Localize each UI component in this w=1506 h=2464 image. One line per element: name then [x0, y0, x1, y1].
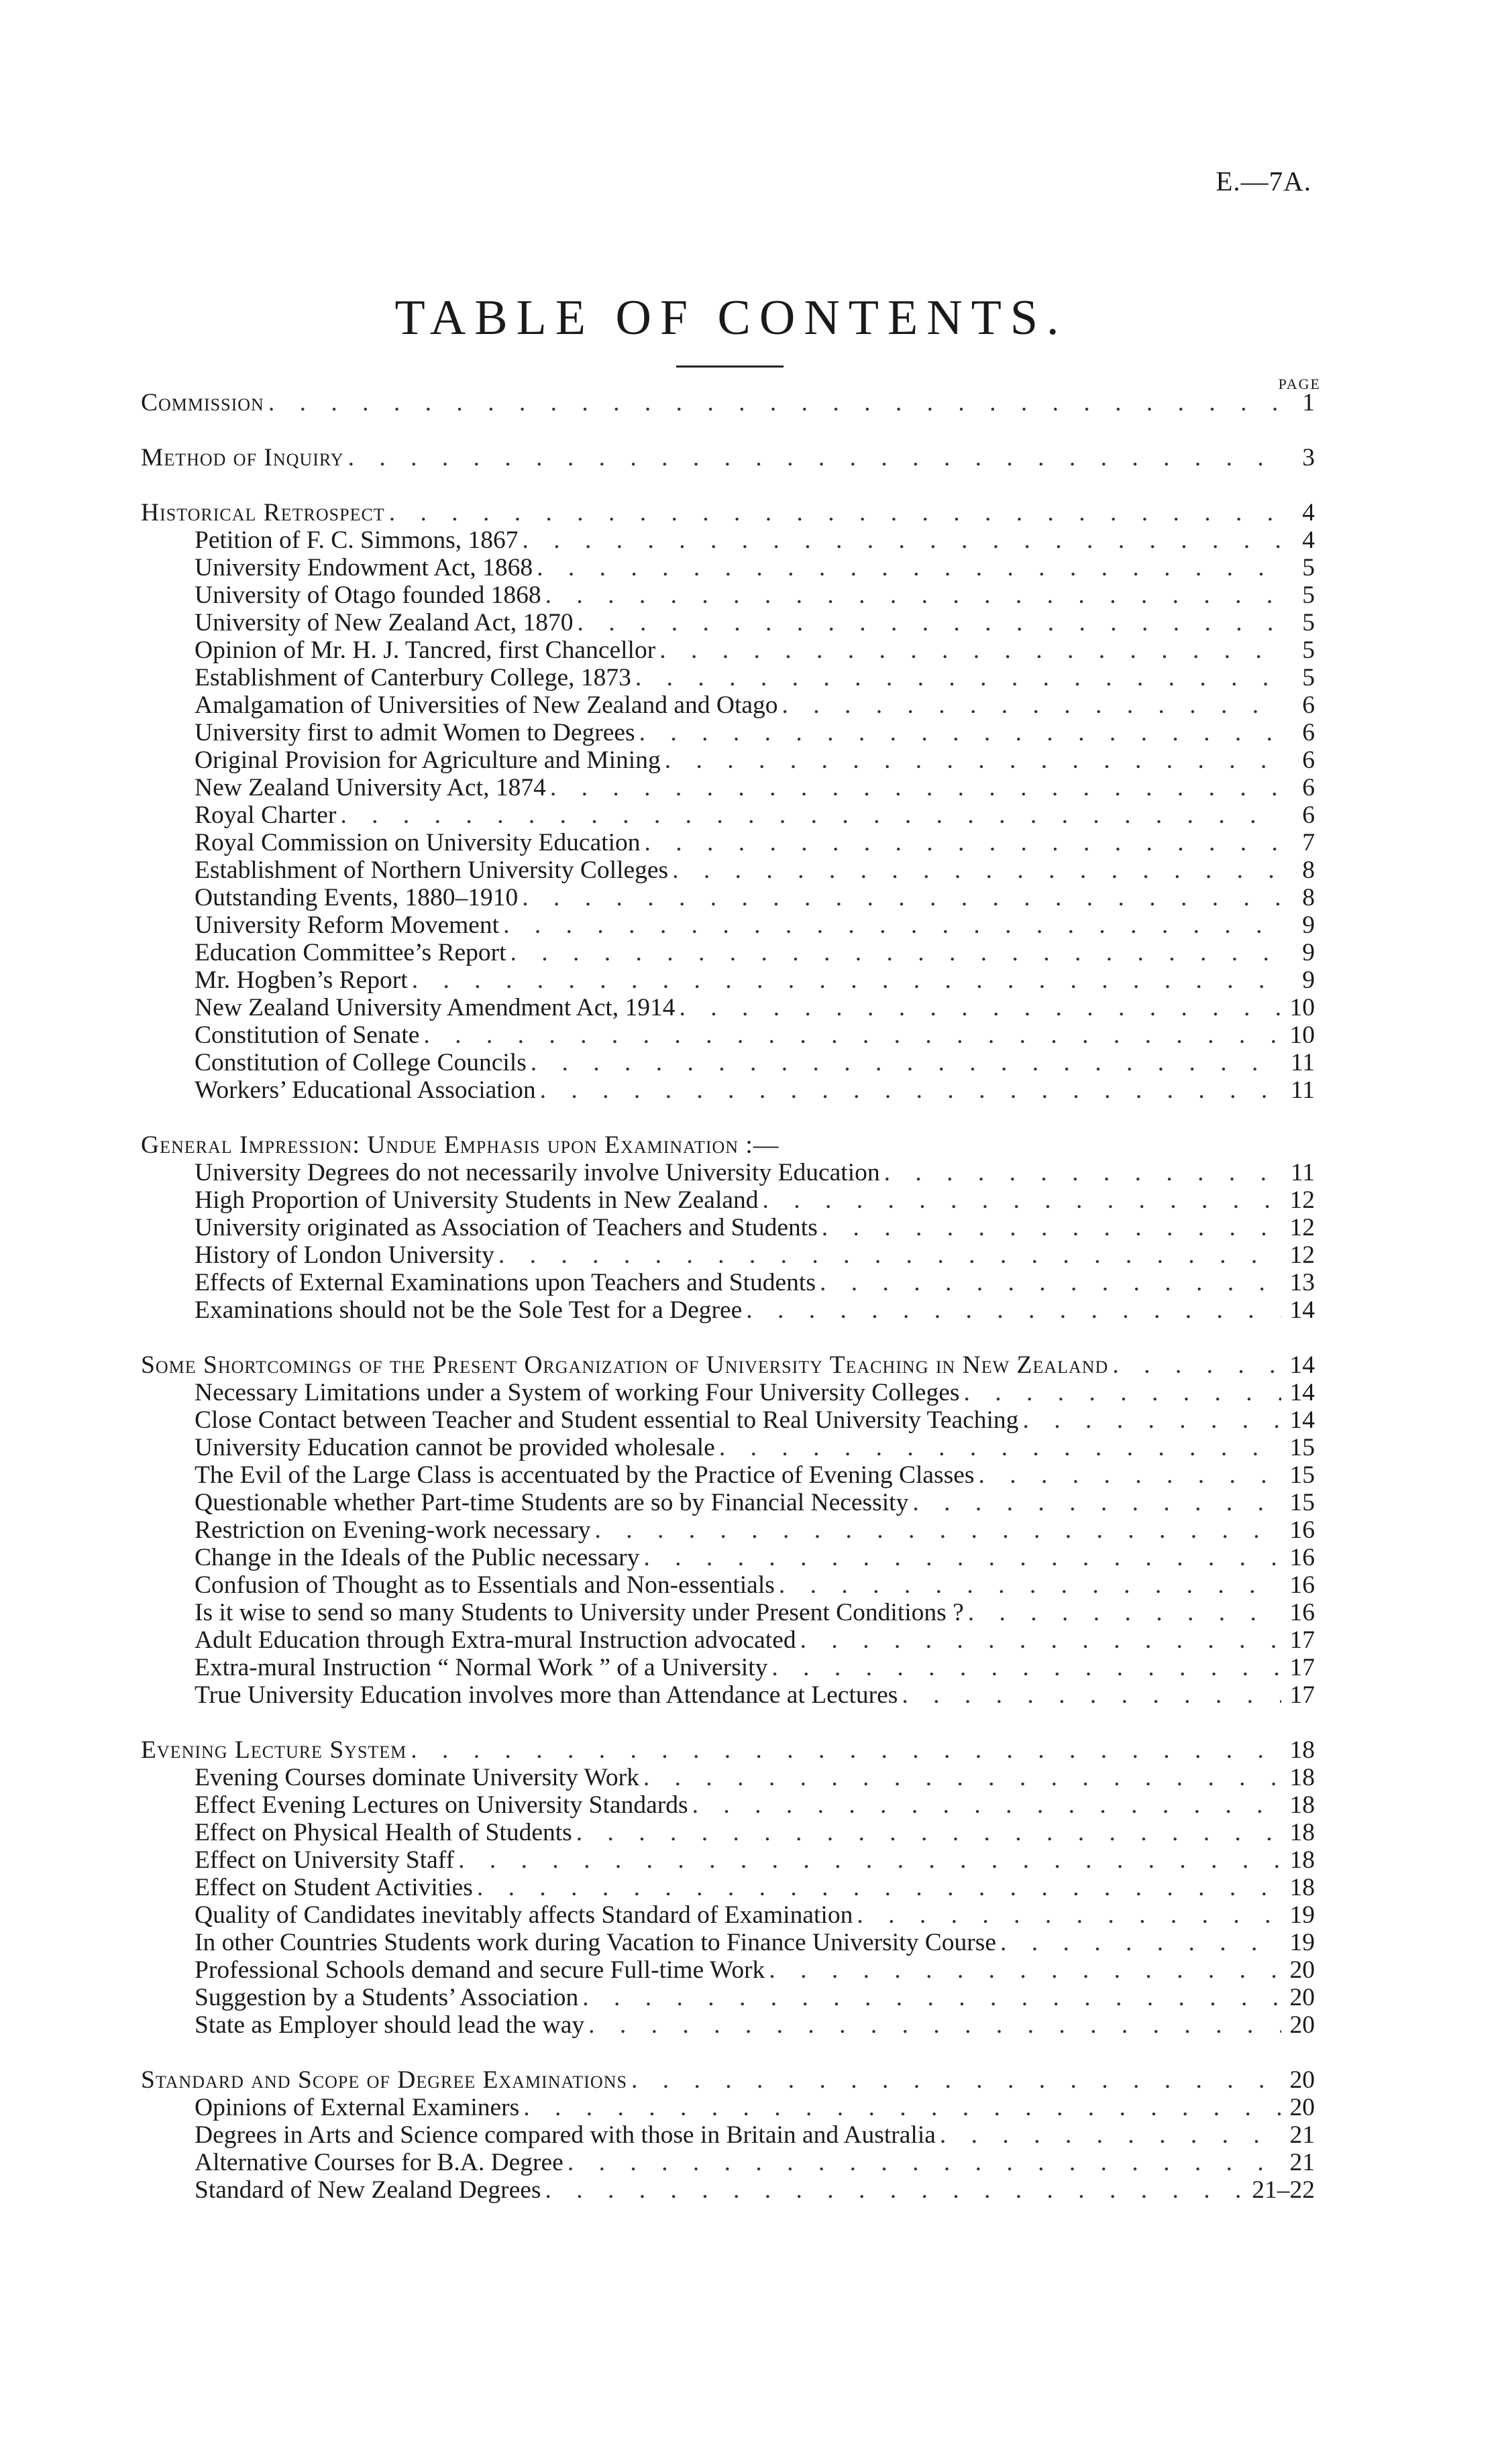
entry-text: Effect Evening Lectures on University Standards: [195, 1791, 688, 1819]
toc-entry[interactable]: [141, 1929, 1315, 1956]
toc-entry[interactable]: [141, 1791, 1315, 1819]
toc-entry[interactable]: [141, 636, 1315, 664]
page-number: 5: [1302, 609, 1315, 636]
title-underline: [676, 366, 784, 368]
dot-leader: [782, 691, 1281, 719]
toc-entry[interactable]: [141, 911, 1315, 939]
toc-section-heading[interactable]: [141, 1736, 1315, 1764]
dot-leader: [643, 1764, 1281, 1791]
toc-entry[interactable]: [141, 1241, 1315, 1269]
page-number: 18: [1289, 1874, 1315, 1901]
toc-entry[interactable]: [141, 1021, 1315, 1049]
dot-leader: [822, 1214, 1281, 1241]
entry-text: Quality of Candidates inevitably affects Standard of Examination: [195, 1901, 853, 1929]
section-heading-text: Some Shortcomings of the Present Organization of University Teaching in New Zealand: [141, 1351, 1109, 1379]
entry-text: Confusion of Thought as to Essentials and Non-essentials: [195, 1571, 775, 1599]
toc-entry[interactable]: [141, 1186, 1315, 1214]
page-number: 5: [1302, 581, 1315, 609]
page-number: 19: [1289, 1929, 1315, 1956]
entry-text: State as Employer should lead the way: [195, 2011, 585, 2039]
section-heading-text: Evening Lecture System: [141, 1736, 407, 1764]
entry-text: Professional Schools demand and secure Full-time Work: [195, 1956, 765, 1984]
page-number: 18: [1289, 1764, 1315, 1791]
toc-entry[interactable]: [141, 2149, 1315, 2176]
entry-text: University Endowment Act, 1868: [195, 554, 533, 581]
toc-entry[interactable]: [141, 1874, 1315, 1901]
page-number: 9: [1302, 939, 1315, 966]
dot-leader: [477, 1874, 1281, 1901]
dot-leader: [820, 1269, 1281, 1296]
dot-leader: [1112, 1351, 1281, 1379]
toc-entry[interactable]: [141, 1984, 1315, 2011]
toc-entry[interactable]: [141, 1269, 1315, 1296]
dot-leader: [411, 1736, 1281, 1764]
page-number: 15: [1289, 1461, 1315, 1489]
dot-leader: [659, 636, 1281, 664]
section-heading-text: Standard and Scope of Degree Examinations: [141, 2066, 627, 2094]
toc-entry[interactable]: [141, 1434, 1315, 1461]
entry-text: Evening Courses dominate University Work: [195, 1764, 639, 1791]
entry-text: In other Countries Students work during Vacation to Finance University Course: [195, 1929, 996, 1956]
page-number: 20: [1289, 2011, 1315, 2039]
dot-leader: [577, 609, 1281, 636]
toc-entry[interactable]: [141, 691, 1315, 719]
page-number: 21: [1289, 2149, 1315, 2176]
dot-leader: [978, 1461, 1281, 1489]
entry-text: Is it wise to send so many Students to University under Present Conditions ?: [195, 1599, 964, 1626]
dot-leader: [902, 1681, 1281, 1709]
entry-text: Original Provision for Agriculture and Mining: [195, 746, 661, 774]
page-number: 8: [1302, 856, 1315, 884]
dot-leader: [643, 1544, 1281, 1571]
dot-leader: [523, 2094, 1281, 2121]
dot-leader: [576, 1819, 1281, 1846]
page-number: 19: [1289, 1901, 1315, 1929]
toc-entry[interactable]: [141, 581, 1315, 609]
toc-section-heading[interactable]: [141, 499, 1315, 526]
page-column-label: PAGE: [1278, 376, 1321, 392]
toc-entry[interactable]: [141, 2094, 1315, 2121]
toc-entry[interactable]: [141, 939, 1315, 966]
dot-leader: [389, 499, 1281, 526]
section-heading-text: Method of Inquiry: [141, 444, 344, 471]
entry-text: Education Committee’s Report: [195, 939, 506, 966]
page-number: 13: [1289, 1269, 1315, 1296]
entry-text: Establishment of Northern University Colleges: [195, 856, 669, 884]
toc-section: [141, 499, 1315, 1104]
page-number: 12: [1289, 1214, 1315, 1241]
toc-entry[interactable]: [141, 1214, 1315, 1241]
page-number: 9: [1302, 911, 1315, 939]
toc-entry[interactable]: [141, 719, 1315, 746]
dot-leader: [545, 581, 1281, 609]
page-number: 14: [1289, 1351, 1315, 1379]
toc-section: [141, 389, 1315, 416]
entry-text: History of London University: [195, 1241, 494, 1269]
toc-entry[interactable]: [141, 1681, 1315, 1709]
page-number: 21: [1289, 2121, 1315, 2149]
page-number: 18: [1289, 1846, 1315, 1874]
toc-entry[interactable]: [141, 1819, 1315, 1846]
dot-leader: [940, 2121, 1281, 2149]
page-number: 7: [1302, 829, 1315, 856]
document-reference: E.—7A.: [1216, 166, 1311, 197]
dot-leader: [635, 664, 1281, 691]
entry-text: Restriction on Evening-work necessary: [195, 1516, 591, 1544]
dot-leader: [588, 2011, 1281, 2039]
entry-text: Effect on Student Activities: [195, 1874, 473, 1901]
toc-entry[interactable]: [141, 1296, 1315, 1324]
dot-leader: [769, 1956, 1281, 1984]
dot-leader: [498, 1241, 1281, 1269]
entry-text: Establishment of Canterbury College, 1873: [195, 664, 631, 691]
entry-text: True University Education involves more than Attendance at Lectures: [195, 1681, 898, 1709]
section-heading-text: Historical Retrospect: [141, 499, 385, 526]
dot-leader: [537, 554, 1281, 581]
entry-text: Workers’ Educational Association: [195, 1076, 536, 1104]
toc-entry[interactable]: [141, 1049, 1315, 1076]
entry-text: Questionable whether Part-time Students are so by Financial Necessity: [195, 1489, 909, 1516]
dot-leader: [672, 856, 1281, 884]
entry-text: Royal Charter: [195, 801, 337, 829]
dot-leader: [800, 1626, 1281, 1654]
dot-leader: [779, 1571, 1281, 1599]
toc-section: [141, 1736, 1315, 2039]
dot-leader: [540, 1076, 1281, 1104]
entry-text: University originated as Association of Teachers and Students: [195, 1214, 818, 1241]
page-number: 20: [1289, 1984, 1315, 2011]
page-number: 16: [1289, 1544, 1315, 1571]
entry-text: New Zealand University Amendment Act, 1914: [195, 994, 676, 1021]
page-number: 17: [1289, 1626, 1315, 1654]
entry-text: University first to admit Women to Degrees: [195, 719, 635, 746]
dot-leader: [550, 774, 1281, 801]
toc-section-heading[interactable]: [141, 389, 1315, 416]
page-number: 14: [1289, 1379, 1315, 1406]
page-number: 5: [1302, 554, 1315, 581]
dot-leader: [522, 526, 1281, 554]
section-heading-text: Commission: [141, 389, 264, 416]
dot-leader: [639, 719, 1281, 746]
page-number: 16: [1289, 1516, 1315, 1544]
page-number: 6: [1302, 691, 1315, 719]
page-number: 1: [1302, 389, 1315, 416]
toc-entry[interactable]: [141, 1571, 1315, 1599]
page-number: 6: [1302, 746, 1315, 774]
toc-entry[interactable]: [141, 1379, 1315, 1406]
toc-entry[interactable]: [141, 774, 1315, 801]
page-number: 6: [1302, 801, 1315, 829]
entry-text: Mr. Hogben’s Report: [195, 966, 408, 994]
toc-entry[interactable]: [141, 1846, 1315, 1874]
page-title: TABLE OF CONTENTS.: [394, 290, 1068, 345]
dot-leader: [1000, 1929, 1281, 1956]
toc-entry[interactable]: [141, 1159, 1315, 1186]
entry-text: Change in the Ideals of the Public necessary: [195, 1544, 640, 1571]
dot-leader: [582, 1984, 1281, 2011]
entry-text: Standard of New Zealand Degrees: [195, 2176, 541, 2204]
dot-leader: [503, 911, 1281, 939]
entry-text: University Reform Movement: [195, 911, 500, 939]
page-number: 15: [1289, 1434, 1315, 1461]
entry-text: Outstanding Events, 1880–1910: [195, 884, 519, 911]
toc-entry[interactable]: [141, 1489, 1315, 1516]
dot-leader: [884, 1159, 1281, 1186]
entry-text: Adult Education through Extra-mural Instruction advocated: [195, 1626, 796, 1654]
page-number: 20: [1289, 2066, 1315, 2094]
dot-leader: [771, 1654, 1281, 1681]
toc-section-heading[interactable]: [141, 1351, 1315, 1379]
entry-text: Petition of F. C. Simmons, 1867: [195, 526, 519, 554]
entry-text: Degrees in Arts and Science compared with those in Britain and Australia: [195, 2121, 936, 2149]
entry-text: High Proportion of University Students in New Zealand: [195, 1186, 759, 1214]
toc-entry[interactable]: [141, 2011, 1315, 2039]
dot-leader: [968, 1599, 1281, 1626]
toc-entry[interactable]: [141, 1406, 1315, 1434]
dot-leader: [963, 1379, 1281, 1406]
section-heading-text: General Impression: Undue Emphasis upon Examination :—: [141, 1131, 779, 1159]
page-number: 10: [1289, 994, 1315, 1021]
dot-leader: [340, 801, 1281, 829]
entry-text: Suggestion by a Students’ Association: [195, 1984, 579, 2011]
toc-section: [141, 2066, 1315, 2204]
toc-entry[interactable]: [141, 1544, 1315, 1571]
page-number: 9: [1302, 966, 1315, 994]
dot-leader: [692, 1791, 1281, 1819]
toc-entry[interactable]: [141, 1076, 1315, 1104]
toc-entry[interactable]: [141, 554, 1315, 581]
dot-leader: [545, 2176, 1248, 2204]
toc-entry[interactable]: [141, 1956, 1315, 1984]
toc-entry[interactable]: [141, 1764, 1315, 1791]
page-number: 5: [1302, 664, 1315, 691]
toc-section-heading[interactable]: [141, 2066, 1315, 2094]
dot-leader: [458, 1846, 1281, 1874]
entry-text: New Zealand University Act, 1874: [195, 774, 546, 801]
page-number: 17: [1289, 1681, 1315, 1709]
toc-section: [141, 444, 1315, 471]
toc-entry[interactable]: [141, 2176, 1315, 2204]
dot-leader: [531, 1049, 1281, 1076]
table-of-contents: [141, 389, 1315, 2231]
toc-entry[interactable]: [141, 2121, 1315, 2149]
toc-entry[interactable]: [141, 856, 1315, 884]
page-number: 12: [1289, 1186, 1315, 1214]
toc-entry[interactable]: [141, 1626, 1315, 1654]
page-number: 15: [1289, 1489, 1315, 1516]
entry-text: Constitution of College Councils: [195, 1049, 527, 1076]
page-number: 20: [1289, 1956, 1315, 1984]
page-number: 14: [1289, 1406, 1315, 1434]
toc-section-heading[interactable]: [141, 1131, 1315, 1159]
toc-entry[interactable]: [141, 1461, 1315, 1489]
page-number: 11: [1290, 1076, 1315, 1104]
entry-text: Opinion of Mr. H. J. Tancred, first Chancellor: [195, 636, 656, 664]
toc-entry[interactable]: [141, 1599, 1315, 1626]
dot-leader: [1022, 1406, 1281, 1434]
dot-leader: [857, 1901, 1281, 1929]
page-number: 16: [1289, 1571, 1315, 1599]
entry-text: Constitution of Senate: [195, 1021, 420, 1049]
dot-leader: [680, 994, 1281, 1021]
dot-leader: [510, 939, 1281, 966]
page-number: 4: [1302, 499, 1315, 526]
dot-leader: [746, 1296, 1281, 1324]
dot-leader: [719, 1434, 1281, 1461]
entry-text: Amalgamation of Universities of New Zealand and Otago: [195, 691, 778, 719]
page-number: 10: [1289, 1021, 1315, 1049]
toc-entry[interactable]: [141, 1901, 1315, 1929]
entry-text: Alternative Courses for B.A. Degree: [195, 2149, 563, 2176]
entry-text: Effect on Physical Health of Students: [195, 1819, 572, 1846]
entry-text: Close Contact between Teacher and Student essential to Real University Teaching: [195, 1406, 1019, 1434]
entry-text: University Education cannot be provided wholesale: [195, 1434, 715, 1461]
page-number: 8: [1302, 884, 1315, 911]
dot-leader: [665, 746, 1281, 774]
page-number: 5: [1302, 636, 1315, 664]
entry-text: University of Otago founded 1868: [195, 581, 541, 609]
page-number: 17: [1289, 1654, 1315, 1681]
dot-leader: [412, 966, 1281, 994]
entry-text: Necessary Limitations under a System of working Four University Colleges: [195, 1379, 960, 1406]
toc-entry[interactable]: [141, 609, 1315, 636]
entry-text: Effect on University Staff: [195, 1846, 455, 1874]
page-number: 20: [1289, 2094, 1315, 2121]
page-number: 3: [1302, 444, 1315, 471]
page-number: 18: [1289, 1736, 1315, 1764]
toc-entry[interactable]: [141, 801, 1315, 829]
dot-leader: [594, 1516, 1281, 1544]
entry-text: University Degrees do not necessarily involve University Education: [195, 1159, 880, 1186]
toc-entry[interactable]: [141, 829, 1315, 856]
entry-text: Royal Commission on University Education: [195, 829, 641, 856]
dot-leader: [268, 389, 1281, 416]
dot-leader: [912, 1489, 1281, 1516]
toc-entry[interactable]: [141, 1654, 1315, 1681]
entry-text: The Evil of the Large Class is accentuated by the Practice of Evening Classes: [195, 1461, 975, 1489]
entry-text: Effects of External Examinations upon Teachers and Students: [195, 1269, 816, 1296]
toc-entry[interactable]: [141, 994, 1315, 1021]
page-number: 14: [1289, 1296, 1315, 1324]
page-number: 11: [1290, 1159, 1315, 1186]
page-number: 21–22: [1252, 2176, 1315, 2204]
dot-leader: [423, 1021, 1281, 1049]
toc-entry[interactable]: [141, 526, 1315, 554]
dot-leader: [522, 884, 1281, 911]
toc-section-heading[interactable]: [141, 444, 1315, 471]
toc-section: [141, 1351, 1315, 1709]
toc-entry[interactable]: [141, 746, 1315, 774]
toc-section: [141, 1131, 1315, 1324]
dot-leader: [645, 829, 1281, 856]
toc-entry[interactable]: [141, 664, 1315, 691]
toc-entry[interactable]: [141, 1516, 1315, 1544]
dot-leader: [568, 2149, 1281, 2176]
dot-leader: [631, 2066, 1281, 2094]
page-number: 16: [1289, 1599, 1315, 1626]
entry-text: University of New Zealand Act, 1870: [195, 609, 574, 636]
dot-leader: [348, 444, 1281, 471]
page-number: 6: [1302, 719, 1315, 746]
page-number: 11: [1290, 1049, 1315, 1076]
toc-entry[interactable]: [141, 966, 1315, 994]
page-number: 6: [1302, 774, 1315, 801]
page-number: 18: [1289, 1791, 1315, 1819]
page-number: 18: [1289, 1819, 1315, 1846]
page-number: 4: [1302, 526, 1315, 554]
toc-entry[interactable]: [141, 884, 1315, 911]
dot-leader: [763, 1186, 1281, 1214]
entry-text: Extra-mural Instruction “ Normal Work ” of a University: [195, 1654, 768, 1681]
entry-text: Examinations should not be the Sole Test for a Degree: [195, 1296, 743, 1324]
page-number: 12: [1289, 1241, 1315, 1269]
entry-text: Opinions of External Examiners: [195, 2094, 520, 2121]
